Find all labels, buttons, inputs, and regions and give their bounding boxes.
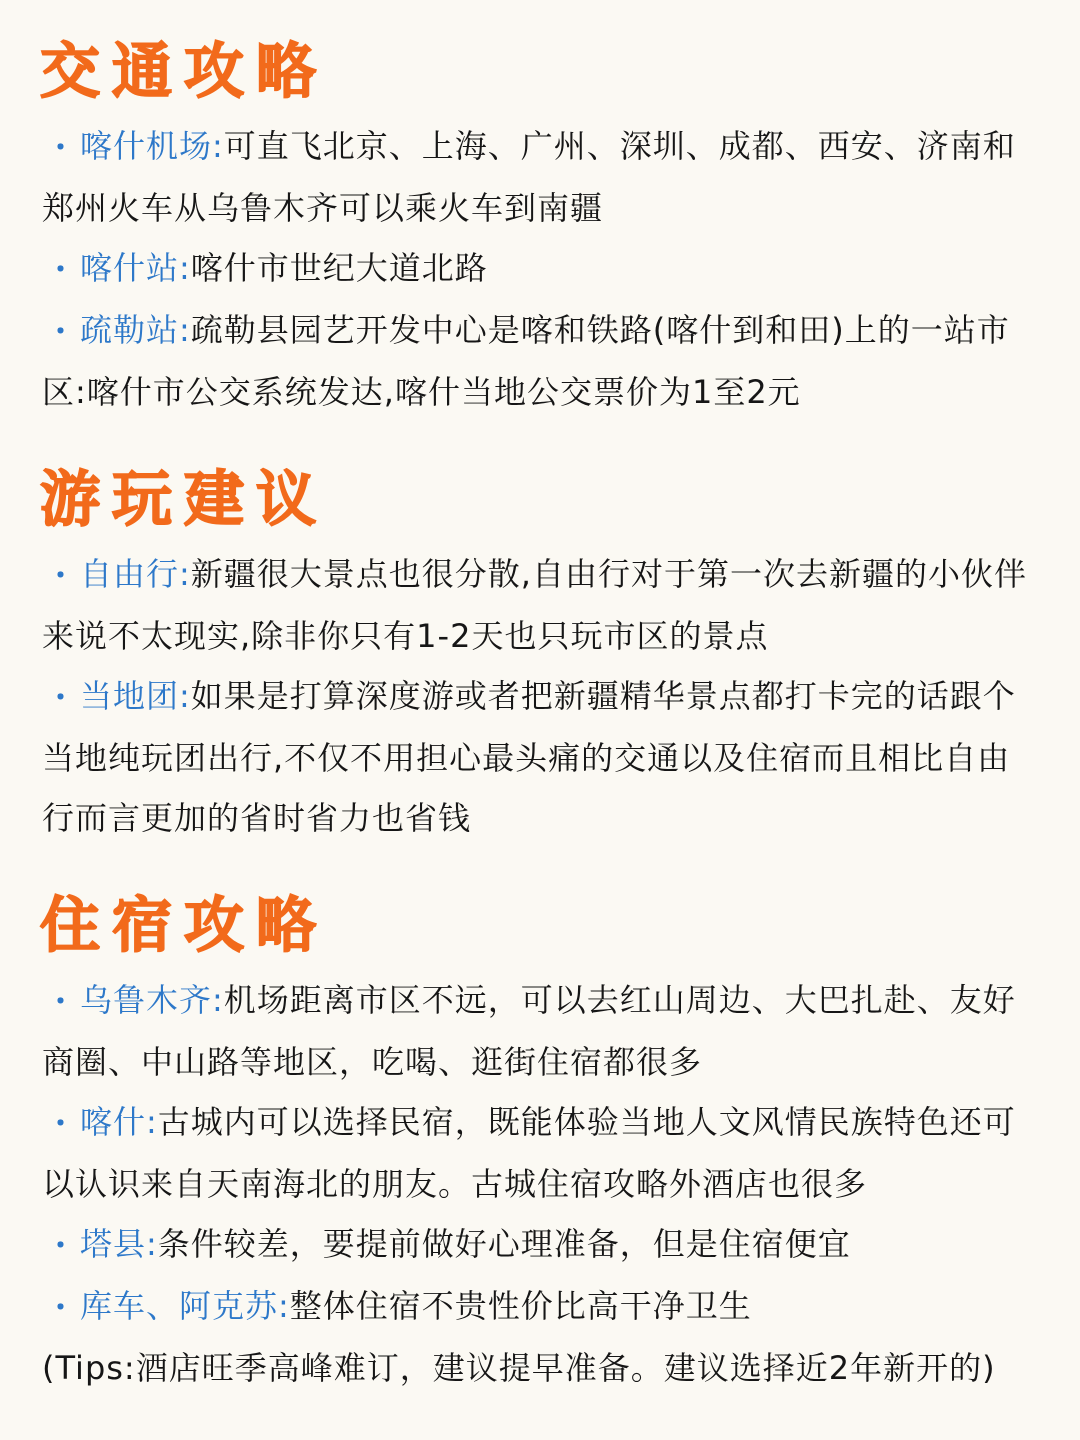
bullet-icon: ・ (46, 315, 76, 348)
bullet-icon: ・ (46, 559, 76, 592)
list-item (42, 544, 1042, 666)
item-text: 疏勒县园艺开发中心是喀和铁路(喀什到和田)上的一站市区:喀什市公交系统发达,喀什当地公交票价为1至2元 (42, 311, 1010, 411)
accommodation-section (42, 882, 1042, 1398)
accommodation-content (42, 970, 1042, 1398)
item-text: 机场距离市区不远，可以去红山周边、大巴扎赴、友好商圈、中山路等地区，吃喝、逛街住宿都很多 (42, 981, 1016, 1081)
bullet-icon: ・ (46, 1291, 76, 1324)
list-item (42, 970, 1042, 1092)
item-label: 当地团: (80, 677, 191, 715)
item-text: 新疆很大景点也很分散,自由行对于第一次去新疆的小伙伴来说不太现实,除非你只有1-2天也只玩市区的景点 (42, 555, 1027, 655)
item-label: 库车、阿克苏: (80, 1287, 290, 1325)
item-label: 疏勒站: (80, 311, 191, 349)
sightseeing-section (42, 456, 1042, 848)
bullet-icon: ・ (46, 1229, 76, 1262)
list-item (42, 1092, 1042, 1214)
list-item (42, 238, 1042, 300)
list-item (42, 666, 1042, 848)
item-label: 自由行: (80, 555, 191, 593)
item-label: 喀什站: (80, 249, 191, 287)
item-text: 整体住宿不贵性价比高干净卫生 (289, 1287, 752, 1325)
item-text: 条件较差，要提前做好心理准备，但是住宿便宜 (157, 1225, 851, 1263)
bullet-icon: ・ (46, 1107, 76, 1140)
transport-section (42, 28, 1042, 422)
section-title-transport: 交通攻略 (40, 37, 328, 107)
bullet-icon: ・ (46, 681, 76, 714)
transport-content (42, 116, 1042, 422)
item-text: 可直飞北京、上海、广州、深圳、成都、西安、济南和郑州火车从乌鲁木齐可以乘火车到南疆 (42, 127, 1016, 227)
list-item (42, 300, 1042, 422)
item-text: 如果是打算深度游或者把新疆精华景点都打卡完的话跟个当地纯玩团出行,不仅不用担心最头痛的交通以及住宿而且相比自由行而言更加的省时省力也省钱 (42, 677, 1016, 837)
section-title-sightseeing: 游玩建议 (40, 465, 328, 535)
bullet-icon: ・ (46, 985, 76, 1018)
item-label: 喀什: (80, 1103, 158, 1141)
item-text: 古城内可以选择民宿，既能体验当地人文风情民族特色还可以认识来自天南海北的朋友。古城住宿攻略外酒店也很多 (42, 1103, 1016, 1203)
bullet-icon: ・ (46, 253, 76, 286)
item-label: 塔县: (80, 1225, 158, 1263)
list-item (42, 116, 1042, 238)
tips-note: (Tips:酒店旺季高峰难订，建议提早准备。建议选择近2年新开的) (42, 1349, 996, 1387)
item-label: 喀什机场: (80, 127, 224, 165)
sightseeing-content (42, 544, 1042, 848)
item-text: 喀什市世纪大道北路 (190, 249, 488, 287)
bullet-icon: ・ (46, 131, 76, 164)
item-label: 乌鲁木齐: (80, 981, 224, 1019)
list-item (42, 1214, 1042, 1276)
list-item (42, 1276, 1042, 1338)
section-title-accommodation: 住宿攻略 (40, 891, 328, 961)
